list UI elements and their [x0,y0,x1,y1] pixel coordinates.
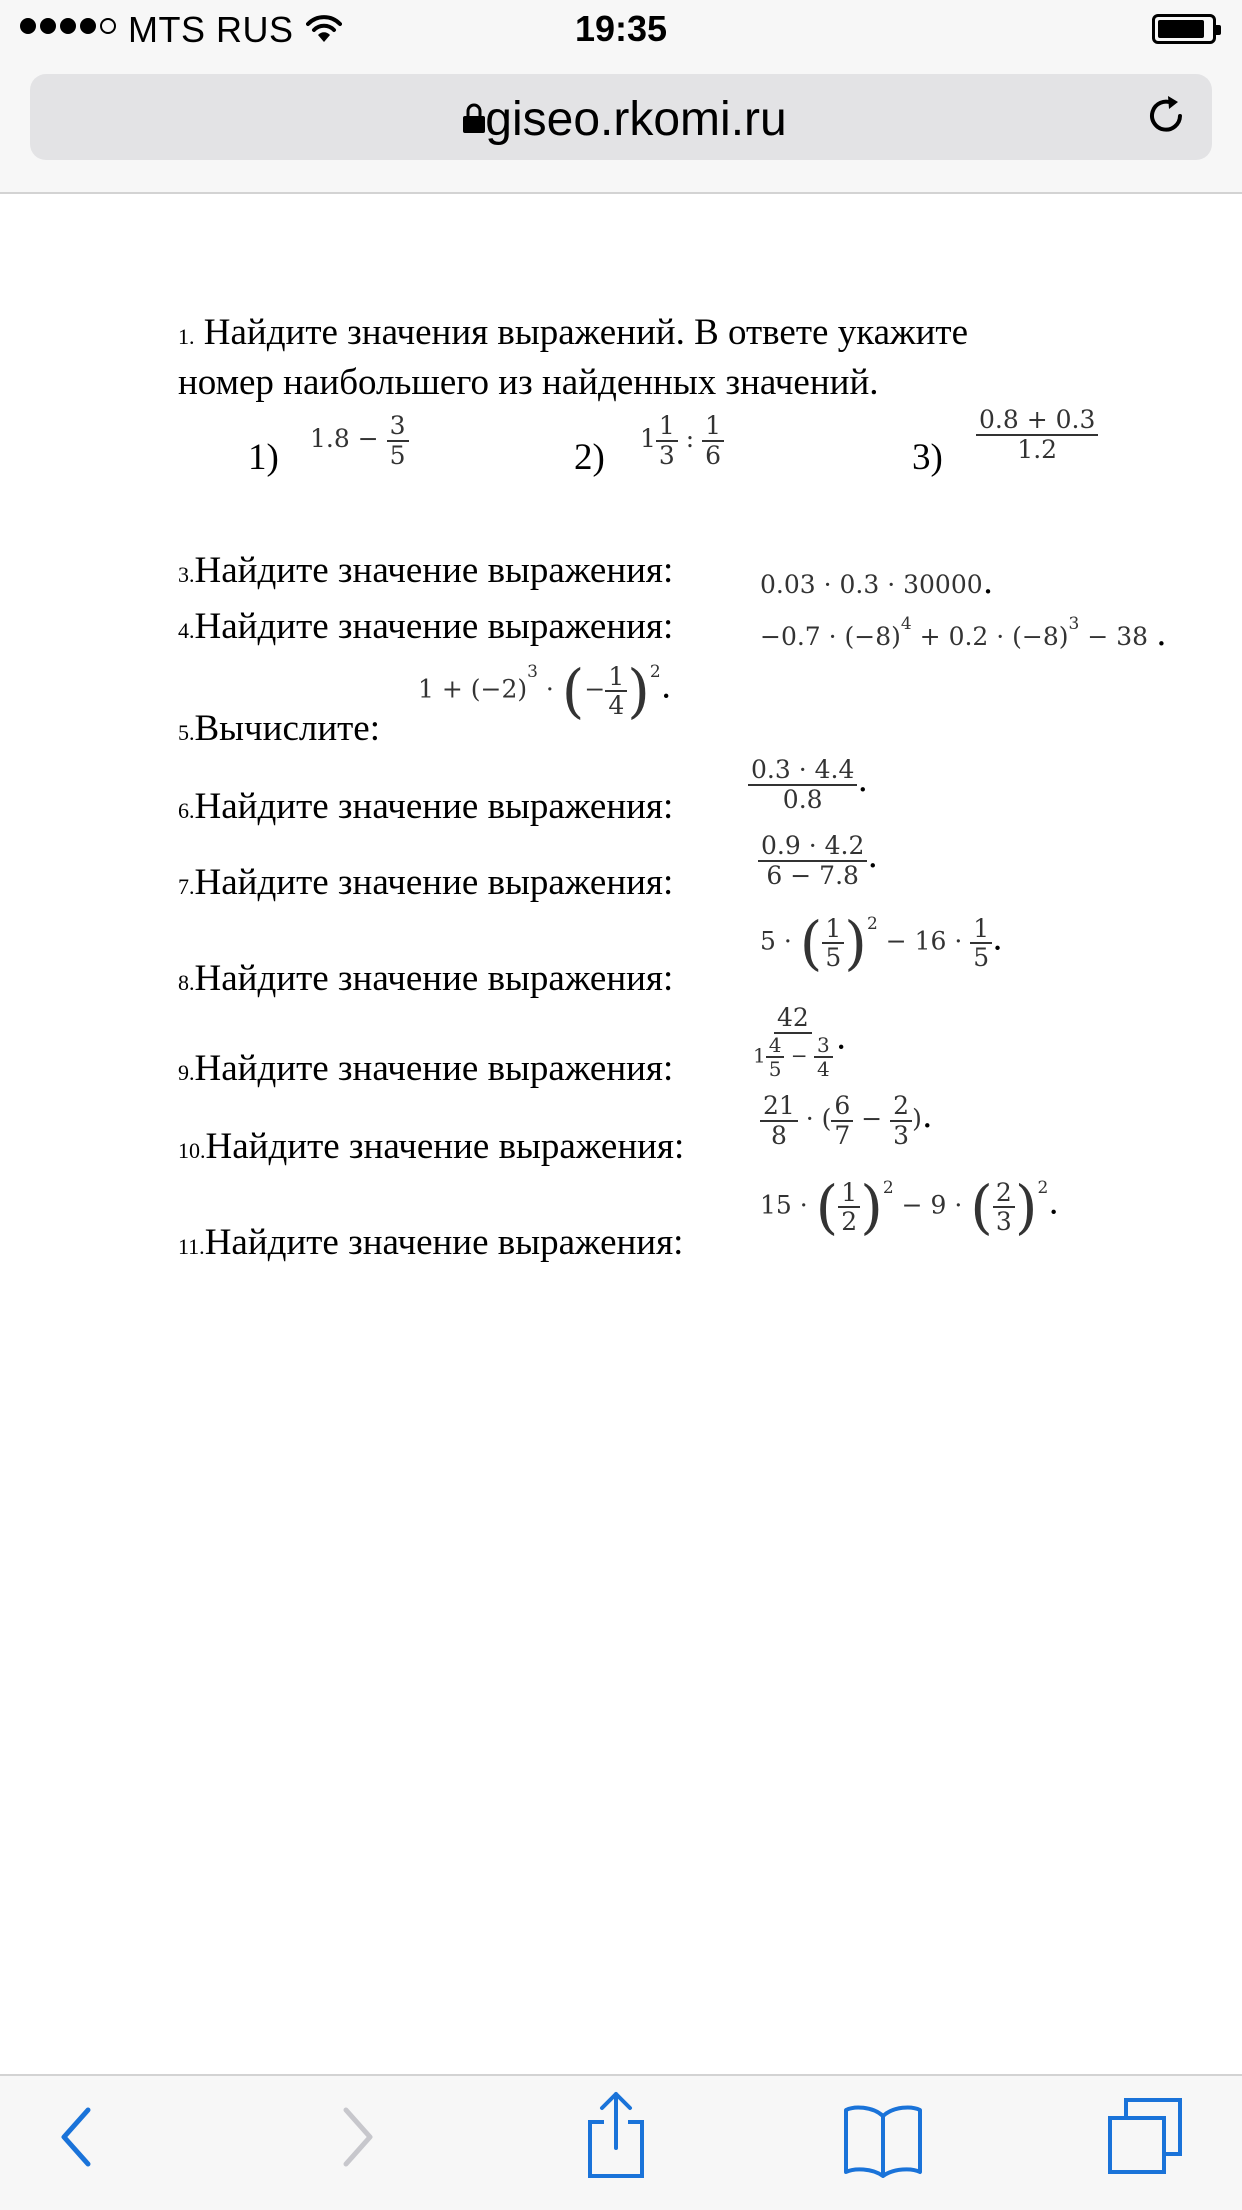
reload-icon[interactable] [1142,92,1190,140]
problem-8-expression: 5 · ( $\frac{1}{5}$ )$^2$ − 16 · $\frac{1}{5}$ . [760,909,1003,977]
problem-text-line2: номер наибольшего из найденных значений. [178,362,879,403]
problem-3: 3.Найдите значение выражения: [178,550,674,591]
problem-7-expression: $\frac{0.9 \cdot 4.2}{6 - 7.8}$ . [758,832,878,889]
problem-10: 10.Найдите значение выражения: [178,1126,685,1167]
bookmarks-icon[interactable] [842,2102,924,2178]
problem-9-expression: 42 1 $\frac{4}{5}$ − $\frac{3}{4}$ . [753,1003,847,1081]
problem-5: 5.Вычислите: [178,708,381,749]
back-arrow-icon[interactable] [56,2102,100,2172]
problem-8: 8.Найдите значение выражения: [178,958,674,999]
option-1-label: 1) [248,437,279,478]
page-content [0,194,1242,2074]
problem-4: 4.Найдите значение выражения: [178,606,674,647]
problem-number: 1. [178,324,195,349]
share-icon[interactable] [584,2090,648,2180]
problem-10-expression: $\frac{21}{8}$ · ( $\frac{6}{7}$ − $\frac{2}{3}$ ). [760,1092,933,1149]
problem-text: Найдите значения выражений. В ответе укажите [203,312,968,353]
option-3-expression: $\frac{0.8 + 0.3}{1.2}$ [976,406,1098,463]
problem-6: 6.Найдите значение выражения: [178,786,674,827]
browser-toolbar [0,2074,1242,2210]
problem-7: 7.Найдите значение выражения: [178,862,674,903]
problem-1 [178,310,968,406]
problem-4-expression: $-0.7 \cdot (-8)^4 + 0.2 \cdot (-8)^3 - 38$ . [760,614,1167,654]
browser-chrome [0,0,1242,194]
status-bar [0,0,1242,60]
problem-6-expression: $\frac{0.3 \cdot 4.4}{0.8}$ . [748,756,868,813]
option-2-expression: 1 $\frac{1}{3}$ : $\frac{1}{6}$ [640,412,724,469]
carrier-name: MTS RUS [128,9,294,50]
problem-5-expression: $1 + (-2)^3$ · (− $\frac{1}{4}$ )$^2$. [418,657,672,725]
problem-11: 11.Найдите значение выражения: [178,1222,684,1263]
problem-9: 9.Найдите значение выражения: [178,1048,674,1089]
tabs-icon[interactable] [1106,2096,1184,2176]
problem-11-expression: 15 · ( $\frac{1}{2}$ )$^2$ − 9 · ( $\frac{2}{3}$ )$^2$. [760,1173,1060,1241]
address-bar[interactable] [30,74,1212,160]
forward-arrow-icon[interactable] [334,2102,378,2172]
problem-3-expression: 0.03 · 0.3 · 30000. [760,562,994,602]
url-text[interactable]: giseo.rkomi.ru [485,93,787,146]
option-2-label: 2) [574,437,605,478]
status-time: 19:35 [574,8,668,49]
option-3-label: 3) [912,437,943,478]
option-1-expression: 1.8 − $\frac{3}{5}$ [310,412,409,469]
battery-icon [1152,14,1216,44]
